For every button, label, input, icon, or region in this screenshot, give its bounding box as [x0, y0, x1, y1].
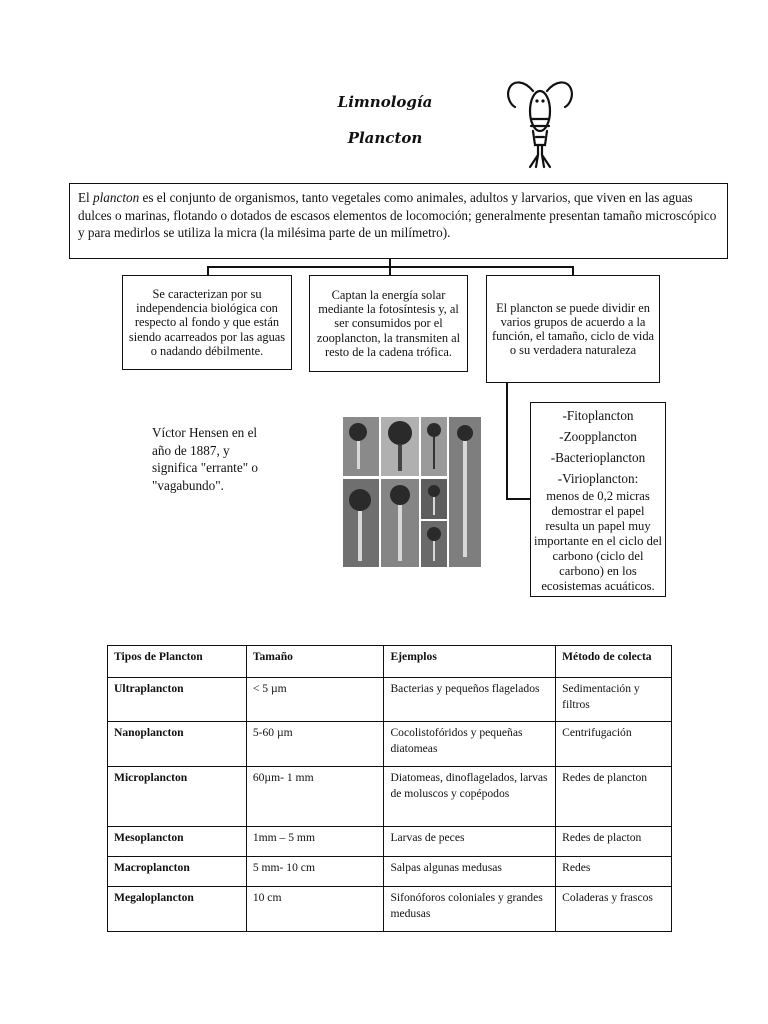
copepod-icon — [503, 75, 577, 169]
table-cell: Coladeras y frascos — [556, 887, 672, 932]
connector-line — [506, 383, 508, 499]
page-title: Limnología — [337, 93, 433, 111]
table-cell: Redes de plancton — [556, 767, 672, 827]
header-cell: Método de colecta — [556, 646, 672, 678]
table-cell: 1mm – 5 mm — [246, 827, 384, 857]
phage-micrographs-image — [343, 417, 481, 567]
concept-box-classification: El plancton se puede dividir en varios grupos de acuerdo a la función, el tamaño, ciclo de vida o su verdadera naturaleza — [486, 275, 660, 383]
table-row — [108, 722, 672, 767]
table-row — [108, 767, 672, 827]
table-row — [108, 678, 672, 722]
table-row — [108, 887, 672, 932]
page-subtitle: Plancton — [347, 129, 423, 147]
table-cell: Sifonóforos coloniales y grandes medusas — [384, 887, 556, 932]
connector-line — [506, 498, 531, 500]
table-cell: 5 mm- 10 cm — [246, 857, 384, 887]
intro-text: es el conjunto de organismos, tanto vegetales como animales, adultos y larvarios, que viven en las aguas dulces o marinas, flotando o dotados de escasos elementos de locomoción; generalmente presentan tamaño microscópico y para medirlos se utiliza la micra (la milésima parte de un milímetro). — [78, 190, 717, 240]
intro-definition — [69, 183, 728, 259]
table-cell: Redes — [556, 857, 672, 887]
table-header-row — [108, 646, 672, 678]
intro-term: plancton — [93, 190, 140, 205]
type-item: -Fitoplancton — [562, 408, 634, 423]
table-cell: 60µm- 1 mm — [246, 767, 384, 827]
table-cell: Macroplancton — [108, 857, 247, 887]
type-item: -Bacterioplancton — [550, 450, 646, 465]
table-cell: Redes de placton — [556, 827, 672, 857]
table-cell: Diatomeas, dinoflagelados, larvas de moluscos y copépodos — [384, 767, 556, 827]
plankton-types-box — [530, 402, 666, 597]
intro-prefix: El — [78, 190, 94, 205]
table-cell: 5-60 µm — [246, 722, 384, 767]
table-cell: Cocolistofóridos y pequeñas diatomeas — [384, 722, 556, 767]
type-item: -Zoopplancton — [559, 429, 637, 444]
type-item: -Virioplancton: — [557, 471, 639, 486]
hensen-note: Víctor Hensen en el año de 1887, y significa "errante" o "vagabundo". — [152, 425, 258, 493]
table-cell: < 5 µm — [246, 678, 384, 722]
table-row — [108, 857, 672, 887]
table-cell: Bacterias y pequeños flagelados — [384, 678, 556, 722]
virioplancton-note: menos de 0,2 micras demostrar el papel resulta un papel muy importante en el ciclo del carbono (ciclo del carbono) en los ecosistemas acuáticos. — [534, 489, 662, 593]
table-cell: Sedimentación y filtros — [556, 678, 672, 722]
table-cell: Centrifugación — [556, 722, 672, 767]
header-cell: Tamaño — [246, 646, 384, 678]
table-cell: Nanoplancton — [108, 722, 247, 767]
table-cell: Larvas de peces — [384, 827, 556, 857]
table-cell: Salpas algunas medusas — [384, 857, 556, 887]
table-row — [108, 827, 672, 857]
table-cell: Ultraplancton — [108, 678, 247, 722]
header-cell: Tipos de Plancton — [108, 646, 247, 678]
table-cell: Mesoplancton — [108, 827, 247, 857]
table-cell: Microplancton — [108, 767, 247, 827]
concept-box-photosynthesis: Captan la energía solar mediante la fotosíntesis y, al ser consumidos por el zooplancton, la transmiten al resto de la cadena trófica. — [309, 275, 468, 372]
plankton-size-table — [107, 645, 672, 932]
table-cell: 10 cm — [246, 887, 384, 932]
concept-box-independence: Se caracterizan por su independencia biológica con respecto al fondo y que están siendo acarreados por las aguas o nadando débilmente. — [122, 275, 292, 370]
table-cell: Megaloplancton — [108, 887, 247, 932]
header-cell: Ejemplos — [384, 646, 556, 678]
